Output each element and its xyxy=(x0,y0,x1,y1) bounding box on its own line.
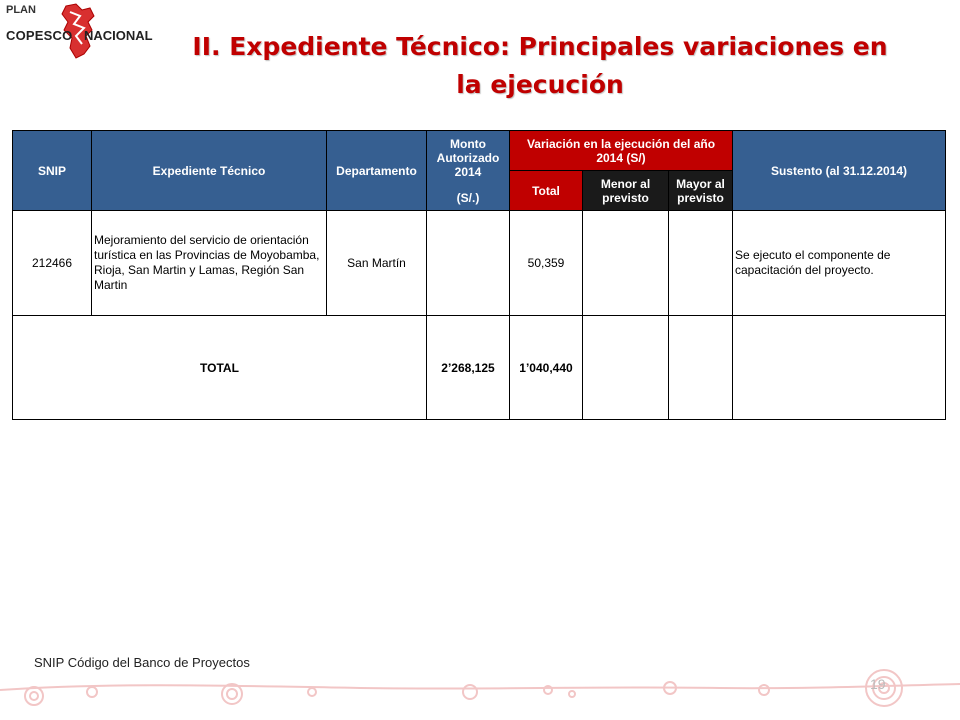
cell-mayor xyxy=(669,211,733,316)
variations-table xyxy=(12,130,946,420)
total-row xyxy=(13,316,946,420)
header-menor: Menor al previsto xyxy=(583,171,669,211)
footnote: SNIP Código del Banco de Proyectos xyxy=(34,655,250,670)
cell-monto xyxy=(427,211,510,316)
header-expediente: Expediente Técnico xyxy=(92,131,327,211)
header-total: Total xyxy=(510,171,583,211)
cell-expediente: Mejoramiento del servicio de orientación turística en las Provincias de Moyobamba, Rioja, San Martin y Lamas, Región San Martin xyxy=(92,211,327,316)
cell-departamento: San Martín xyxy=(327,211,427,316)
total-label: TOTAL xyxy=(13,316,427,420)
logo-text-copesco: COPESCO xyxy=(6,28,73,43)
decorative-swirl-border xyxy=(0,668,960,720)
cell-total: 50,359 xyxy=(510,211,583,316)
cell-snip: 212466 xyxy=(13,211,92,316)
header-monto-unit: (S/.) xyxy=(456,190,480,205)
header-monto-label: Monto Autorizado 2014 xyxy=(436,136,500,179)
total-total: 1’040,440 xyxy=(510,316,583,420)
cell-sustento: Se ejecuto el componente de capacitación del proyecto. xyxy=(733,211,946,316)
cell-menor xyxy=(583,211,669,316)
logo-text-plan: PLAN xyxy=(6,4,36,16)
header-snip: SNIP xyxy=(13,131,92,211)
page-number: 19 xyxy=(870,676,886,692)
page-title: II. Expediente Técnico: Principales variaciones en la ejecución xyxy=(192,32,888,99)
header-mayor: Mayor al previsto xyxy=(669,171,733,211)
header-variacion: Variación en la ejecución del año 2014 (S/) xyxy=(510,131,733,171)
logo xyxy=(4,2,154,66)
table-row xyxy=(13,211,946,316)
total-mayor xyxy=(669,316,733,420)
total-monto: 2’268,125 xyxy=(427,316,510,420)
header-monto xyxy=(427,131,510,211)
total-menor xyxy=(583,316,669,420)
logo-text-nacional: NACIONAL xyxy=(84,28,153,43)
total-sustento xyxy=(733,316,946,420)
header-departamento: Departamento xyxy=(327,131,427,211)
header-sustento: Sustento (al 31.12.2014) xyxy=(733,131,946,211)
